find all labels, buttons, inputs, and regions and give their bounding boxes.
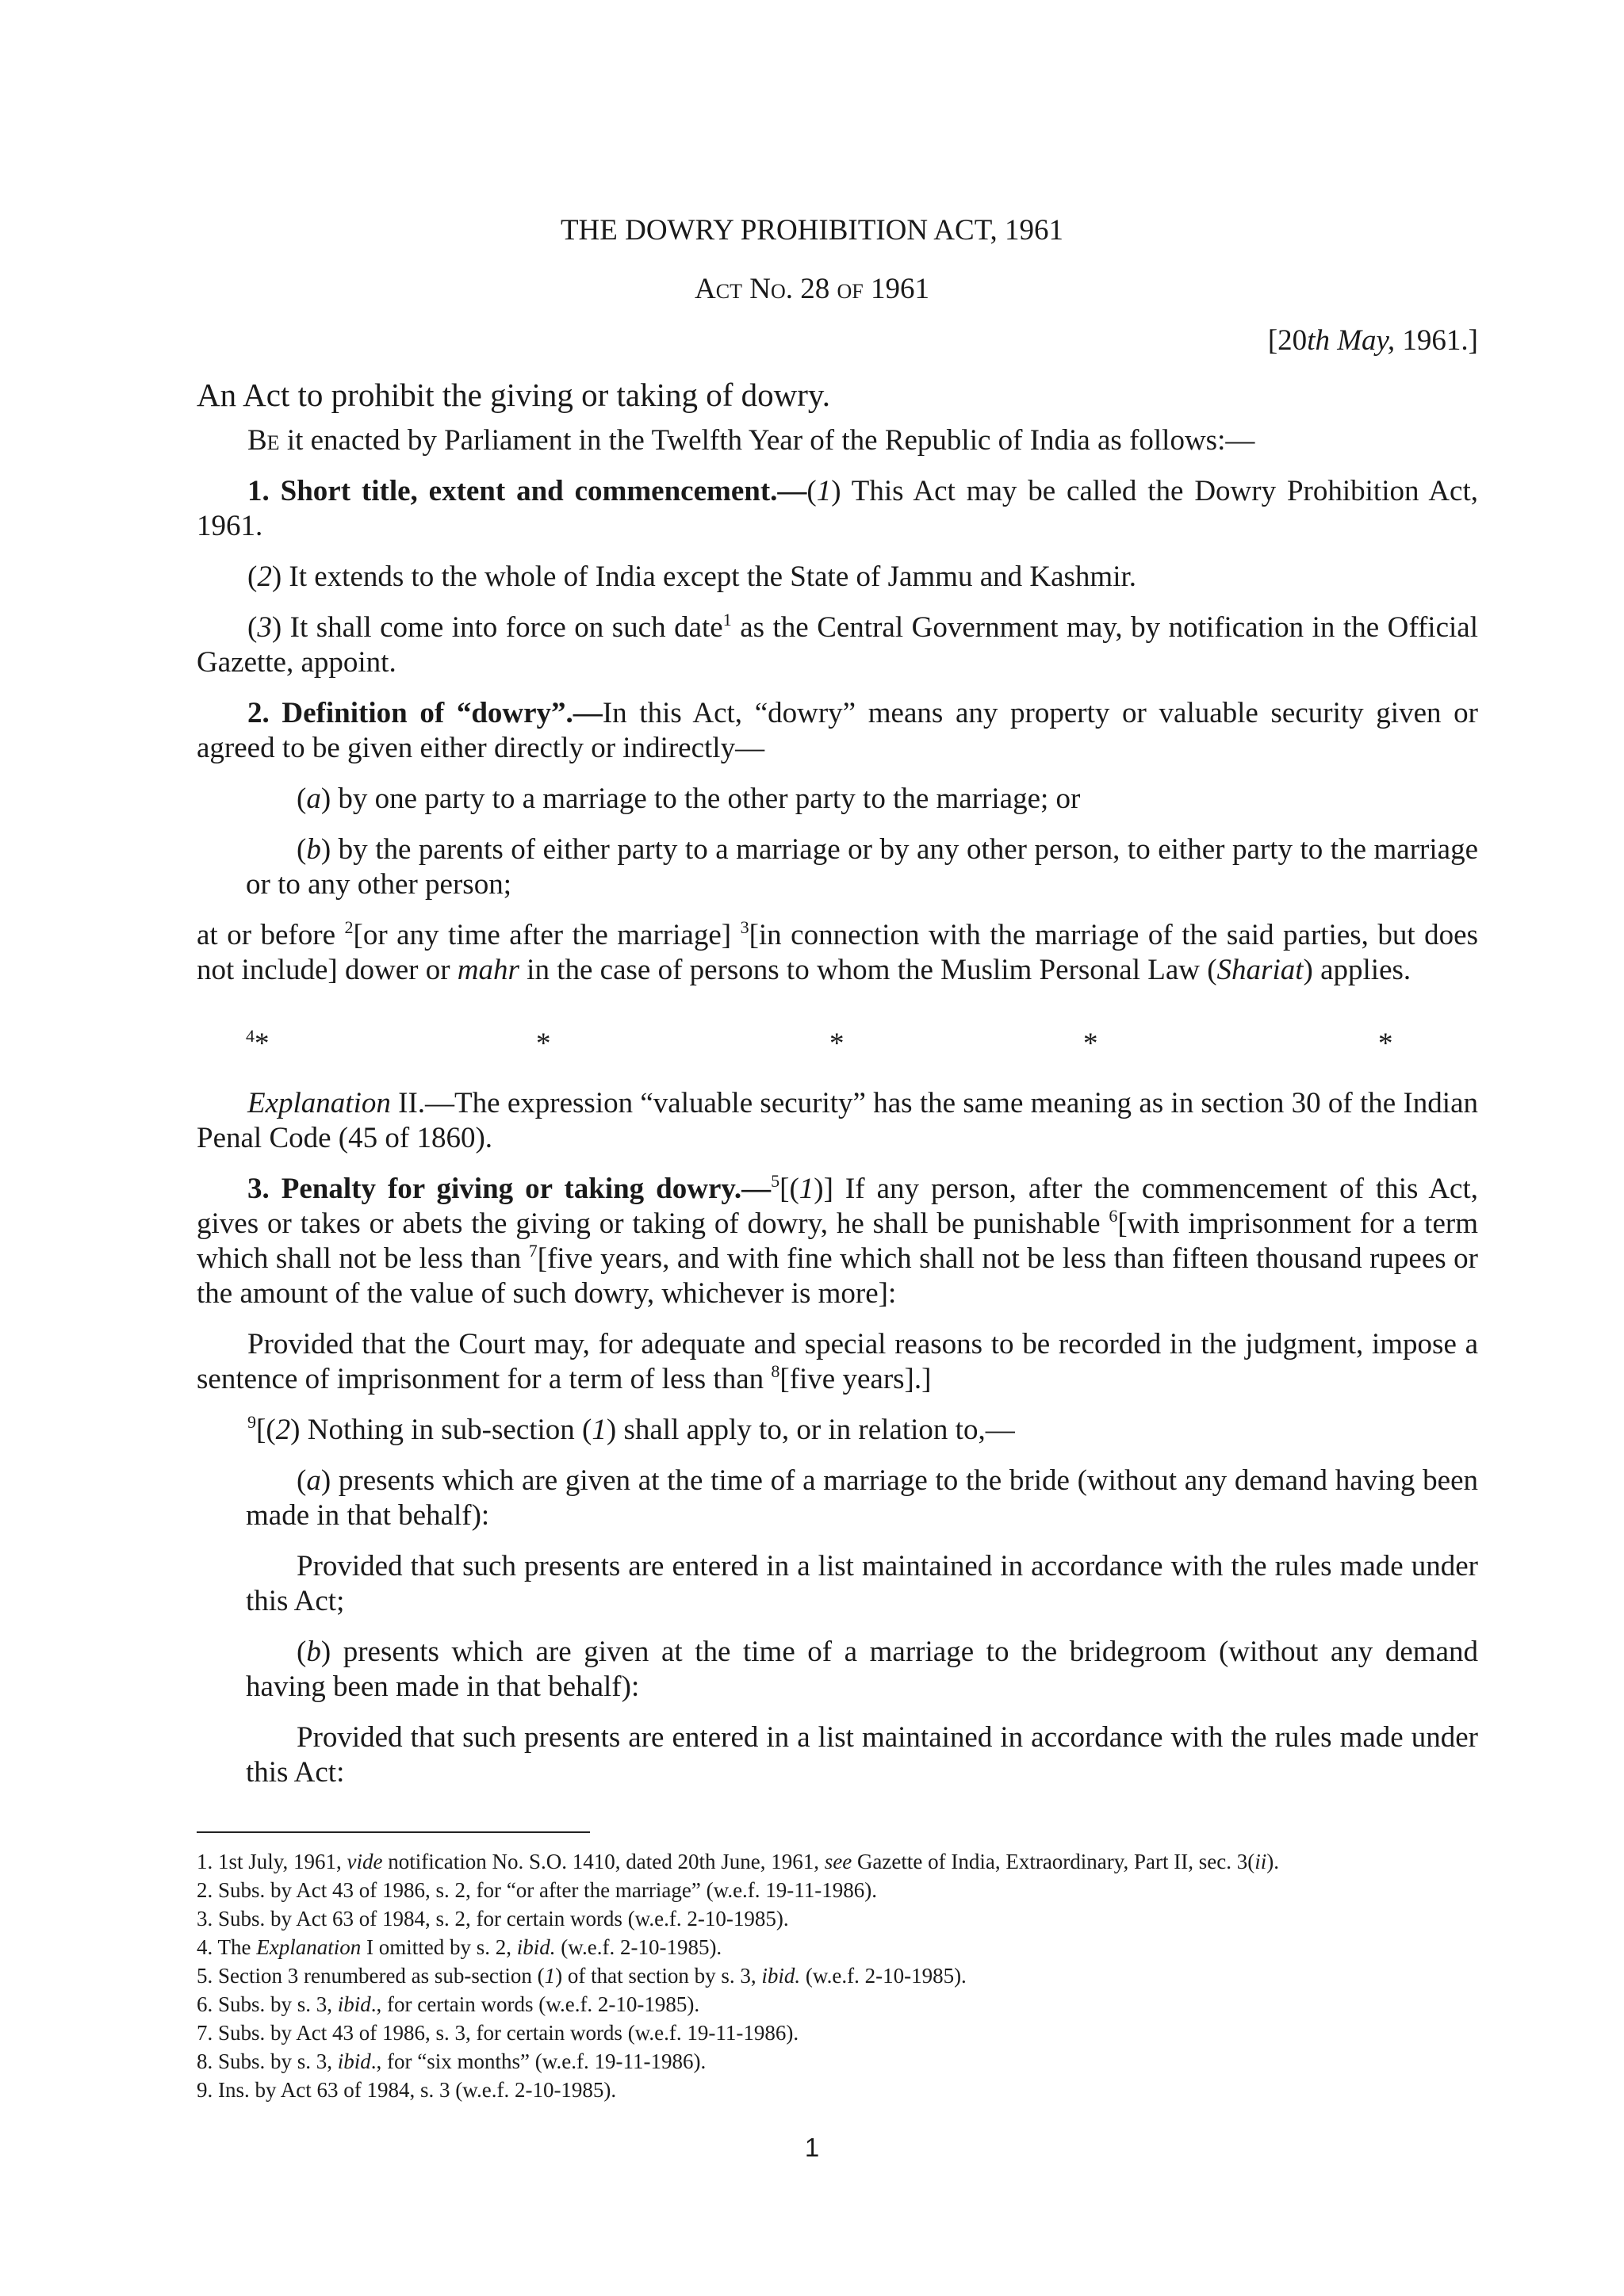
section-1-sub-3 [197,610,1478,680]
clause-text: in the case of persons to whom the Muslim Personal Law ( [519,954,1217,986]
section-1-heading: 1. Short title, extent and commencement.— [247,475,807,507]
clause-text: [with imprisonment for a term which shall not be less than [197,1207,1478,1275]
section-3-proviso [197,1327,1478,1397]
clause-letter: a [306,1464,321,1497]
clause-number: 1 [816,475,832,507]
section-3-sub-1 [197,1172,1478,1311]
date-italic: th May, [1307,324,1396,357]
clause-text: )] If any person, after the commencement of this Act, gives or takes or abets the giving or taking of dowry, he shall be punishable [197,1173,1479,1240]
italic-term: ibid. [761,1964,801,1988]
section-1-sub-2 [197,560,1478,595]
clause-number: 2 [257,561,272,593]
italic-term: 1 [544,1964,556,1988]
section-2-definition [197,696,1478,766]
section-3-clause-a [246,1464,1478,1533]
section-2-clause-a [246,782,1478,817]
asterisk: * [255,1027,270,1060]
clause-number: 1 [592,1414,607,1446]
paren: [( [779,1173,799,1205]
footnote-text: 1. 1st July, 1961, [197,1850,347,1873]
italic-term: ii [1254,1850,1267,1873]
section-3-clause-b [246,1635,1478,1705]
clause-text: In this Act, “dowry” means any property or valuable security given or agreed to be given either directly or indirectly— [197,697,1478,764]
footnote-text: Gazette of India, Extraordinary, Part II, sec. 3( [852,1850,1255,1873]
italic-term: ibid. [516,1935,556,1959]
clause-text: ) presents which are given at the time of a marriage to the bride (without any demand having been made in that behalf): [246,1464,1478,1532]
section-3-heading: 3. Penalty for giving or taking dowry.— [247,1173,772,1205]
omission-star-2: * [536,1027,551,1060]
section-3-clause-a-proviso: Provided that such presents are entered in a list maintained in accordance with the rules made under this Act; [246,1550,1478,1617]
paren: ( [297,1464,307,1497]
clause-number: 1 [799,1173,814,1205]
clause-text: as the Central Government may, by notification in the Official Gazette, appoint. [197,611,1478,679]
footnote-ref-3: 3 [740,917,749,937]
clause-text: [five years, and with fine which shall not be less than fifteen thousand rupees or the amount of the value of such dowry, whichever is more]: [197,1242,1478,1310]
paren: ( [247,611,258,644]
clause-text: [or any time after the marriage] [353,919,741,951]
act-number: Act No. 28 of 1961 [695,273,929,305]
section-3-clause-b-proviso: Provided that such presents are entered in a list maintained in accordance with the rules made under this Act: [246,1721,1478,1789]
clause-text: [in connection with the marriage of the said parties, but does not include] dower or [197,919,1478,986]
date-prefix: [20 [1267,324,1308,357]
footnote-text: ) of that section by s. 3, [555,1964,762,1988]
section-2-tail [197,918,1478,988]
footnote-text: notification No. S.O. 1410, dated 20th June, 1961, [382,1850,825,1873]
omission-star-3: * [829,1027,845,1060]
clause-text: ) shall apply to, or in relation to,— [606,1414,1015,1446]
footnote-5 [197,1961,1545,1990]
clause-text: [five years].] [779,1363,932,1395]
clause-letter: a [306,783,321,815]
clause-text: ) It extends to the whole of India except the State of Jammu and Kashmir. [271,561,1137,593]
footnote-ref-5: 5 [771,1171,780,1191]
italic-term: see [824,1850,852,1873]
footnote-ref-8: 8 [771,1361,780,1381]
enacting-be: Be [247,424,280,457]
act-title: THE DOWRY PROHIBITION ACT, 1961 [560,214,1064,247]
italic-term: mahr [457,954,519,986]
italic-term: Explanation [256,1935,362,1959]
footnote-text: ., for “six months” (w.e.f. 19-11-1986). [370,2049,707,2073]
clause-text: ) applies. [1303,954,1411,986]
page-number: 1 [804,2133,820,2162]
footnote-text: ., for certain words (w.e.f. 2-10-1985). [370,1992,700,2016]
enactment-date [1268,323,1478,358]
long-title: An Act to prohibit the giving or taking of dowry. [197,377,831,413]
clause-number: 2 [275,1414,291,1446]
italic-term: vide [347,1850,383,1873]
paren: ( [297,833,307,866]
footnote-ref-9: 9 [247,1412,256,1432]
paren: ( [806,475,817,507]
italic-term: Shariat [1216,954,1304,986]
paren: ( [297,1636,307,1668]
omission-star-4: * [1083,1027,1098,1060]
italic-term: ibid [337,1992,371,2016]
section-3-sub-2 [197,1413,1478,1448]
footnote-2: 2. Subs. by Act 43 of 1986, s. 2, for “or after the marriage” (w.e.f. 19-11-1986). [197,1878,878,1902]
footnote-ref-6: 6 [1109,1206,1118,1226]
section-2-clause-b [246,832,1478,902]
footnote-text: 5. Section 3 renumbered as sub-section ( [197,1964,545,1988]
omission-star-5: * [1378,1027,1393,1060]
clause-text: II.—The expression “valuable security” has the same meaning as in section 30 of the Indian Penal Code (45 of 1860). [197,1087,1478,1154]
footnote-text: 4. The [197,1935,257,1959]
explanation-label: Explanation [247,1087,391,1119]
footnote-1 [197,1847,1545,1876]
paren: [( [256,1414,276,1446]
footnote-6 [197,1990,1545,2019]
clause-text: ) This Act may be called the Dowry Prohibition Act, 1961. [197,475,1478,542]
footnote-text: I omitted by s. 2, [361,1935,517,1959]
footnote-text: (w.e.f. 2-10-1985). [555,1935,722,1959]
clause-number: 3 [257,611,272,644]
footnote-3: 3. Subs. by Act 63 of 1984, s. 2, for certain words (w.e.f. 2-10-1985). [197,1907,789,1931]
paren: ( [297,783,307,815]
section-2-explanation [197,1086,1478,1156]
footnote-ref-1: 1 [722,610,732,629]
clause-text: at or before [197,919,345,951]
omission-star-1 [246,1027,270,1061]
enacting-text: it enacted by Parliament in the Twelfth Year of the Republic of India as follows:— [279,424,1255,457]
clause-text: ) It shall come into force on such date [271,611,723,644]
clause-text: ) Nothing in sub-section ( [290,1414,592,1446]
footnote-ref-7: 7 [528,1241,538,1261]
clause-text: ) presents which are given at the time of a marriage to the bridegroom (without any demand having been made in that behalf): [246,1636,1478,1703]
footnote-7: 7. Subs. by Act 43 of 1986, s. 3, for certain words (w.e.f. 19-11-1986). [197,2021,799,2045]
clause-text: ) by the parents of either party to a marriage or by any other person, to either party to the marriage or to any other person; [246,833,1478,901]
footnote-ref-4: 4 [246,1026,255,1046]
footnote-text: 6. Subs. by s. 3, [197,1992,338,2016]
clause-letter: b [306,833,321,866]
omission-asterisks [197,1027,1478,1062]
footnote-text: 8. Subs. by s. 3, [197,2049,338,2073]
section-2-heading: 2. Definition of “dowry”.— [247,697,603,729]
footnote-9: 9. Ins. by Act 63 of 1984, s. 3 (w.e.f. 2-10-1985). [197,2078,617,2102]
footnote-ref-2: 2 [344,917,354,937]
footnote-text: (w.e.f. 2-10-1985). [800,1964,967,1988]
clause-letter: b [306,1636,321,1668]
italic-term: ibid [337,2049,371,2073]
enacting-formula [197,423,1478,458]
footnote-text: ). [1266,1850,1279,1873]
section-1-sub-1 [197,474,1478,544]
footnote-4 [197,1933,1545,1961]
date-suffix: 1961.] [1395,324,1478,357]
clause-text: Provided that the Court may, for adequate and special reasons to be recorded in the judgment, impose a sentence of imprisonment for a term of less than [197,1328,1478,1395]
paren: ( [247,561,258,593]
clause-text: ) by one party to a marriage to the other party to the marriage; or [320,783,1081,815]
footnote-separator [197,1831,590,1833]
footnote-8 [197,2047,1545,2076]
